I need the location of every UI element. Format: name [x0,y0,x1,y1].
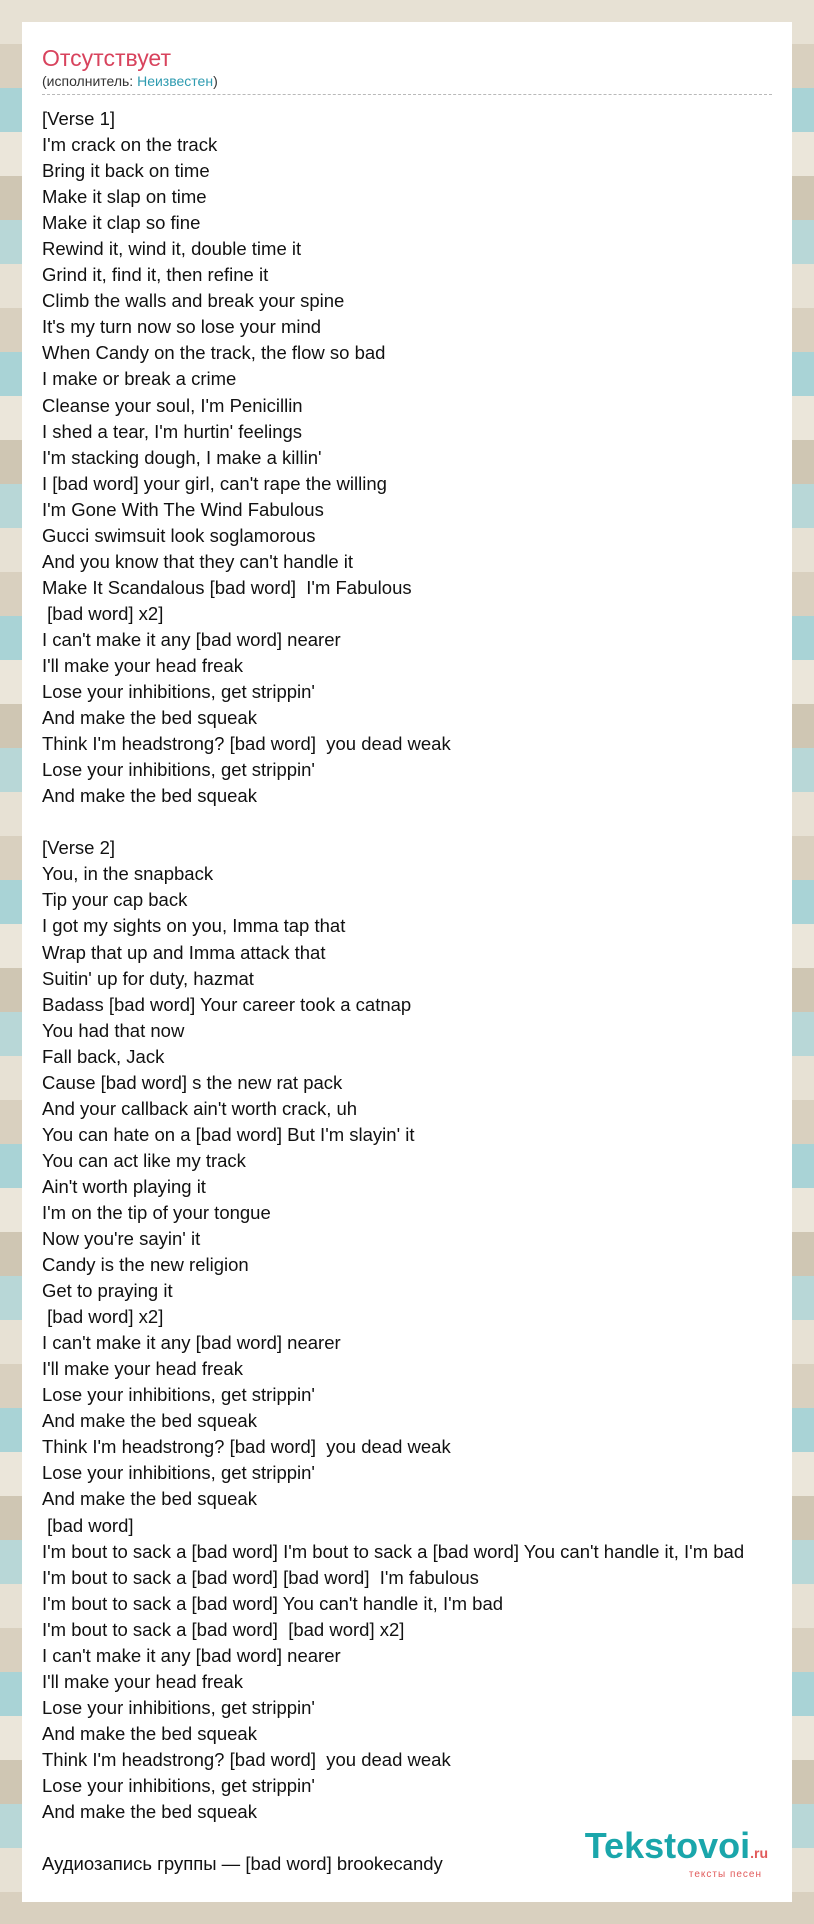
lyrics-card [22,22,792,1902]
lyrics-text: [Verse 1] I'm crack on the track Bring it back on time Make it slap on time Make it clap so fine Rewind it, wind it, double time it Grind it, find it, then refine it Climb the walls and break your spine It's my turn now so lose your mind When Candy on the track, the flow so bad I make or break a crime Cleanse your soul, I'm Penicillin I shed a tear, I'm hurtin' feelings I'm stacking dough, I make a killin' I [bad word] your girl, can't rape the willing I'm Gone With The Wind Fabulous Gucci swimsuit look soglamorous And you know that they can't handle it Make It Scandalous [bad word] I'm Fabulous [bad word] x2] I can't make it any [bad word] nearer I'll make your head freak Lose your inhibitions, get strippin' And make the bed squeak Think I'm headstrong? [bad word] you dead weak Lose your inhibitions, get strippin' And make the bed squeak [Verse 2] You, in the snapback Tip your cap back I got my sights on you, Imma tap that Wrap that up and Imma attack that Suitin' up for duty, hazmat Badass [bad word] Your career took a catnap You had that now Fall back, Jack Cause [bad word] s the new rat pack And your callback ain't worth crack, uh You can hate on a [bad word] But I'm slayin' it You can act like my track Ain't worth playing it I'm on the tip of your tongue Now you're sayin' it Candy is the new religion Get to praying it [bad word] x2] I can't make it any [bad word] nearer I'll make your head freak Lose your inhibitions, get strippin' And make the bed squeak Think I'm headstrong? [bad word] you dead weak Lose your inhibitions, get strippin' And make the bed squeak [bad word] I'm bout to sack a [bad word] I'm bout to sack a [bad word] You can't handle it, I'm bad I'm bout to sack a [bad word] [bad word] I'm fabulous I'm bout to sack a [bad word] You can't handle it, I'm bad I'm bout to sack a [bad word] [bad word] x2] I can't make it any [bad word] nearer I'll make your head freak Lose your inhibitions, get strippin' And make the bed squeak Think I'm headstrong? [bad word] you dead weak Lose your inhibitions, get strippin' And make the bed squeak Аудиозапись группы — [bad word] brookecandy [42,108,745,1875]
logo-wordmark [584,1825,768,1871]
site-logo[interactable] [584,1825,768,1880]
performer-link[interactable]: Неизвестен [137,73,214,89]
performer-line [42,72,772,90]
performer-suffix: ) [213,73,218,89]
logo-tagline: тексты песен [688,1869,762,1880]
logo-name: Tekstovoi [584,1825,751,1866]
performer-prefix: (исполнитель: [42,73,138,89]
song-header [42,44,772,95]
logo-tld: .ru [750,1845,768,1861]
song-title: Отсутствует [42,45,171,71]
